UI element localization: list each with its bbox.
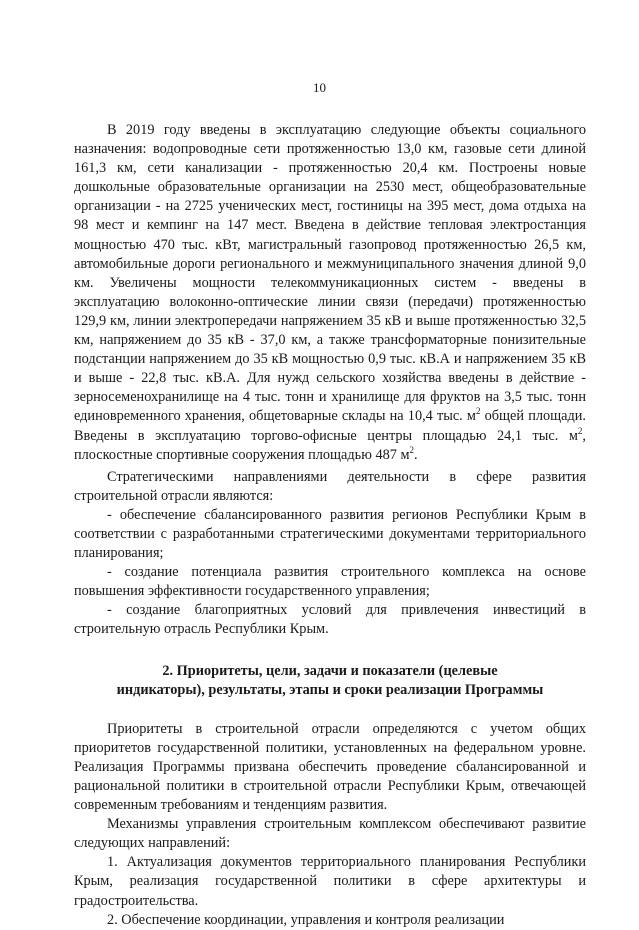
page-number: 10: [313, 80, 326, 95]
strategic-item: - обеспечение сбалансированного развития регионов Республики Крым в соответствии с разработанными стратегическими документами территориального планирования;: [74, 506, 586, 562]
numbered-item: 2. Обеспечение координации, управления и контроля реализации: [107, 911, 505, 928]
strategic-item: - создание потенциала развития строительного комплекса на основе повышения эффективности государственного управления;: [74, 564, 586, 600]
mechanisms-paragraph: Механизмы управления строительным комплексом обеспечивают развитие следующих направлений:: [74, 816, 586, 852]
priorities-paragraph: Приоритеты в строительной отрасли определяются с учетом общих приоритетов государственной политики, установленных на федеральном уровне. Реализация Программы призвана обеспечить проведение сбалансированной и рациональной политики в строительной отрасли Республики Крым, отвечающей современным требованиям и тенденциям развития.: [74, 720, 586, 814]
intro-paragraph: В 2019 году введены в эксплуатацию следующие объекты социального назначения: водопроводные сети протяженностью 13,0 км, газовые сети длиной 161,3 км, сети канализации - протяженностью 20,4 км. Построены новые дошкольные образовательные организации на 2530 мест, общеобразовательные организации - на 2725 ученических мест, гостиницы на 395 мест, дома отдыха на 98 мест и кемпинг на 147 мест. Введена в действие тепловая электростанция мощностью 470 тыс. кВт, магистральный газопровод протяженностью 26,5 км, автомобильные дороги регионального и межмуниципального значения длиной 9,0 км. Увеличены мощности телекоммуникационных систем - введены в эксплуатацию волоконно-оптические линии связи (передачи) протяженностью 129,9 км, линии электропередачи напряжением 35 кВ и выше протяженностью 32,5 км, напряжением до 35 кВ - 37,0 км, а также трансформаторные понизительные подстанции напряжением до 35 кВ мощностью 0,9 тыс. кВ.А и напряжением 35 кВ и выше - 22,8 тыс. кВ.А. Для нужд сельского хозяйства введены в действие - зерносеменохранилище на 4 тыс. тонн и хранилище для фруктов на 3,5 тыс. тонн единовременного хранения, общетоварные склады на 10,4 тыс. $м^2$ общей площади. Введены в эксплуатацию торгово-офисные центры площадью 24,1 тыс. $м^2$, плоскостные спортивные сооружения площадью 487 $м^2$.: [74, 122, 586, 463]
strategic-intro: Стратегическими направлениями деятельности в сфере развития строительной отрасли являются:: [74, 468, 586, 504]
document-body: [74, 121, 586, 930]
section-heading: 2. Приоритеты, цели, задачи и показатели (целевые индикаторы), результаты, этапы и сроки реализации Программы: [116, 662, 544, 698]
strategic-item: - создание благоприятных условий для привлечения инвестиций в строительную отрасль Республики Крым.: [74, 602, 586, 638]
numbered-item: 1. Актуализация документов территориального планирования Республики Крым, реализация государственной политики в сфере архитектуры и градостроительства.: [74, 854, 586, 909]
